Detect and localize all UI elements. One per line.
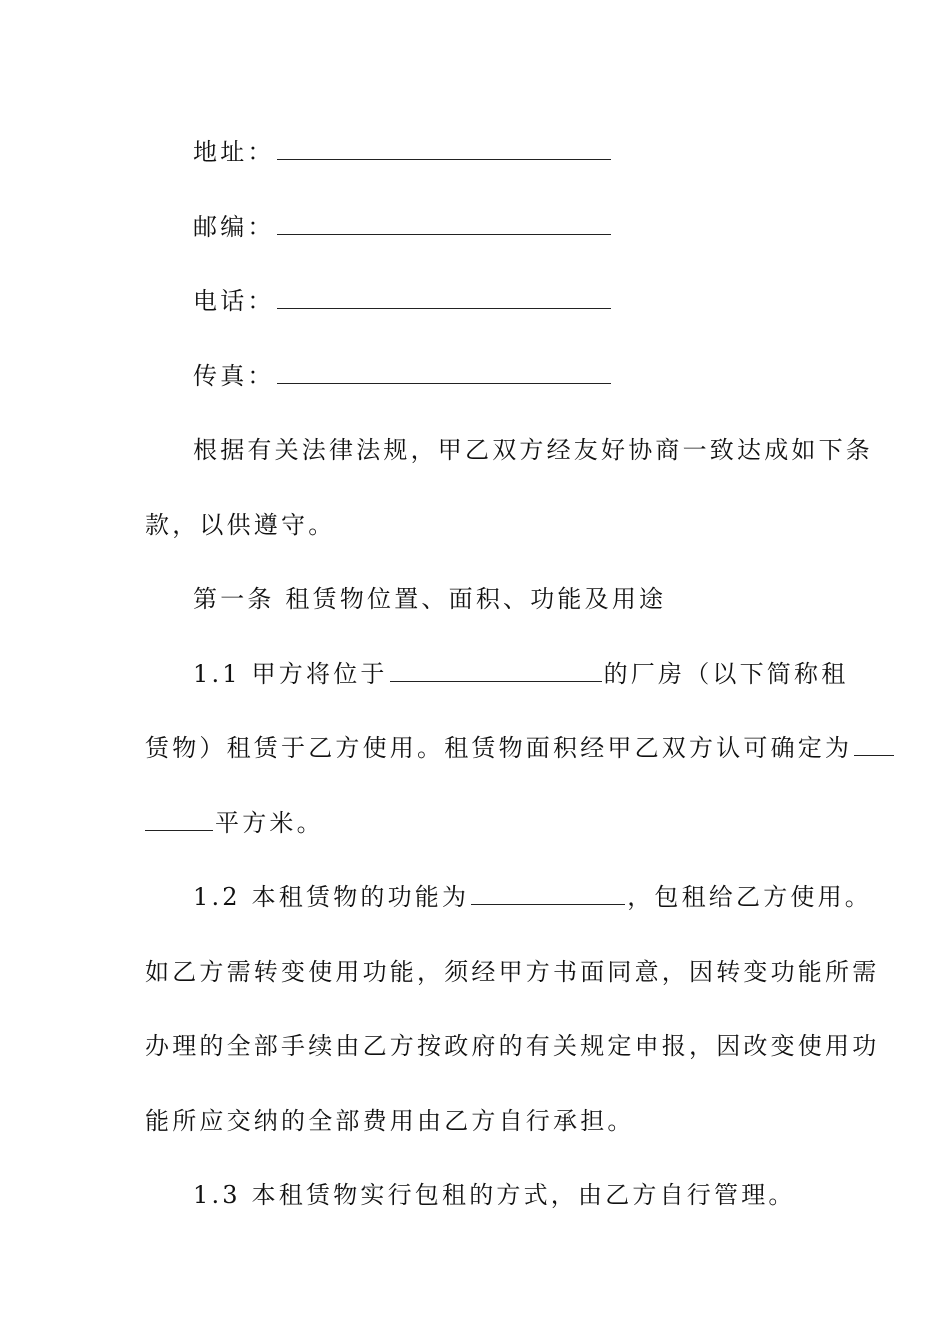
- clause-1-2-line-2: 如乙方需转变使用功能，须经甲方书面同意，因转变功能所需: [145, 958, 880, 986]
- address-field: [193, 136, 810, 168]
- address-label: 地址：: [193, 138, 275, 166]
- phone-blank: [277, 286, 611, 309]
- fax-blank: [277, 361, 611, 384]
- clause-1-1-text-line-2: 赁物）租赁于乙方使用。租赁物面积经甲乙双方认可确定为: [145, 734, 853, 762]
- intro-paragraph-line-1: 根据有关法律法规，甲乙双方经友好协商一致达成如下条: [193, 436, 873, 464]
- clause-1-1-line-3: [145, 807, 810, 839]
- postcode-blank: [277, 212, 611, 235]
- article-1-heading: 第一条 租赁物位置、面积、功能及用途: [193, 585, 667, 613]
- clause-1-1-line-1: [193, 658, 849, 690]
- phone-field: [193, 285, 810, 317]
- clause-1-1-text-before: 1.1 甲方将位于: [193, 660, 388, 688]
- intro-paragraph-line-2: 款，以供遵守。: [145, 511, 336, 539]
- clause-1-2-line-4: 能所应交纳的全部费用由乙方自行承担。: [145, 1107, 635, 1135]
- clause-1-3-line-1: 1.3 本租赁物实行包租的方式，由乙方自行管理。: [193, 1181, 796, 1209]
- clause-1-1-line-2: [145, 732, 853, 764]
- clause-1-2-line-3: 办理的全部手续由乙方按政府的有关规定申报，因改变使用功: [145, 1032, 880, 1060]
- postcode-field: [193, 211, 810, 243]
- clause-1-2-line-1: [193, 881, 873, 913]
- postcode-label: 邮编：: [193, 213, 275, 241]
- area-blank-part-2: [145, 808, 213, 831]
- clause-1-1-text-after: 的厂房（以下简称租: [603, 660, 849, 688]
- clause-1-1-text-line-3: 平方米。: [215, 809, 324, 837]
- clause-1-2-text-before: 1.2 本租赁物的功能为: [193, 883, 470, 911]
- location-blank: [390, 659, 602, 682]
- function-blank: [471, 882, 625, 905]
- area-blank-part-1: [854, 733, 894, 756]
- clause-1-2-text-after: ，包租给乙方使用。: [627, 883, 873, 911]
- phone-label: 电话：: [193, 287, 275, 315]
- fax-field: [193, 360, 810, 392]
- fax-label: 传真：: [193, 362, 275, 390]
- address-blank: [277, 137, 611, 160]
